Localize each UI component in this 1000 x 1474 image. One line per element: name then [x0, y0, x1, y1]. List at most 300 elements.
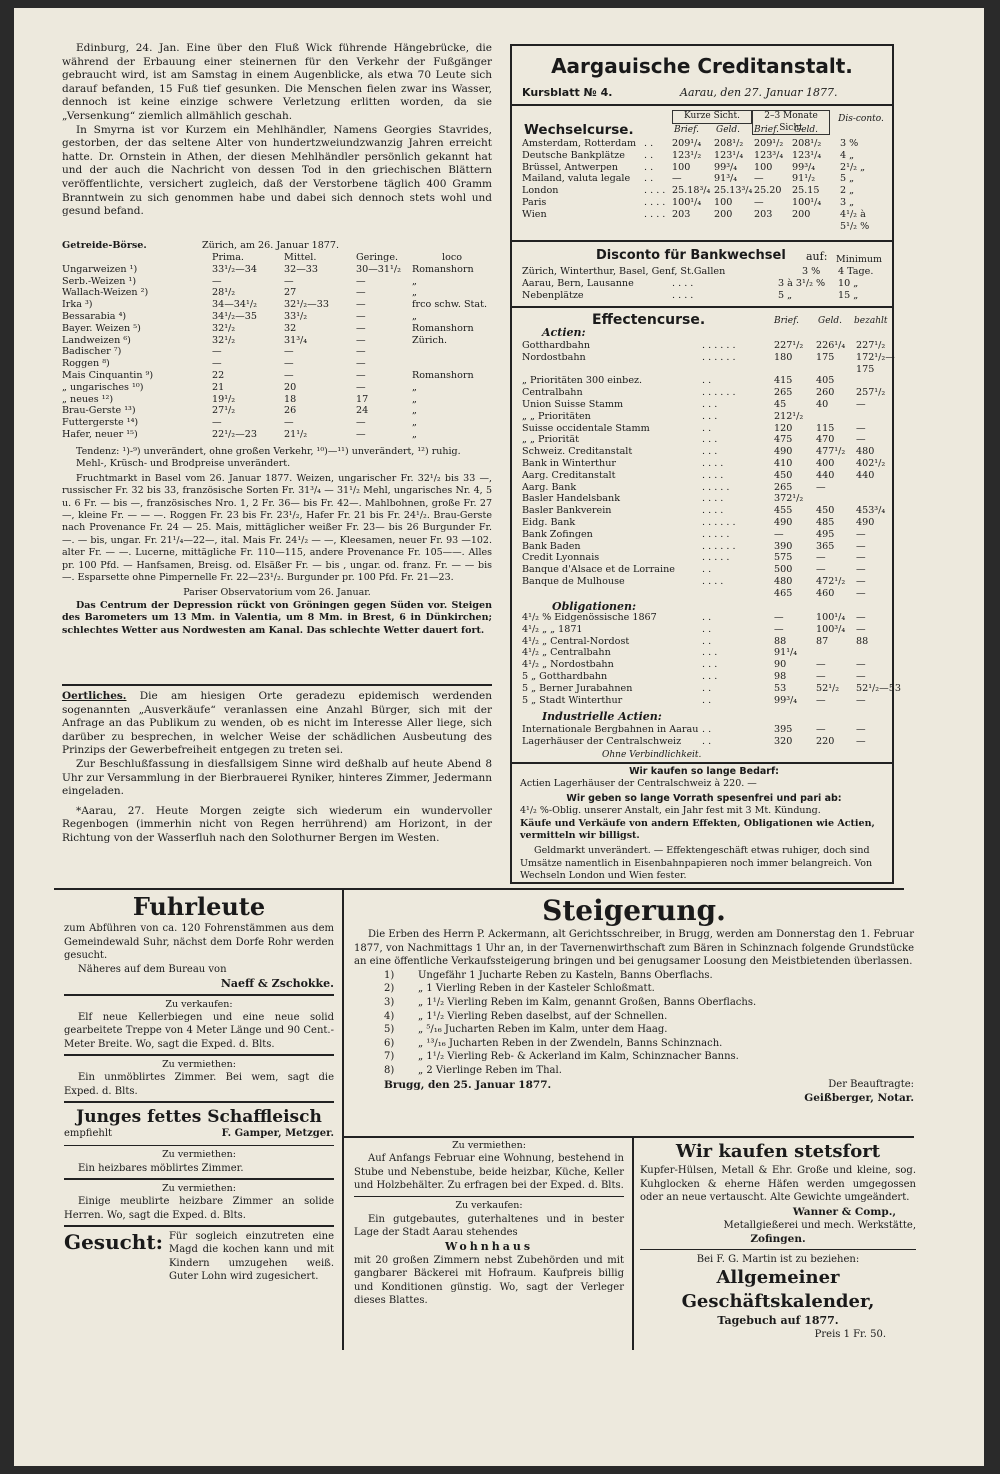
price-mittel: —: [284, 275, 294, 287]
price-bezahlt: 175: [856, 363, 875, 375]
boerse-col: Prima.: [212, 252, 244, 263]
vermiethen4-heading: Zu vermiethen:: [452, 1140, 526, 1151]
kurz-geld: 99³/₄: [714, 161, 738, 173]
steigerung-item: [384, 982, 914, 996]
boerse-row: [62, 287, 492, 299]
boerse-row: [62, 382, 492, 394]
kurze-sicht-header: Kurze Sicht.: [672, 110, 752, 124]
obligationen-heading: Obligationen:: [552, 600, 637, 613]
price-brief: 395: [774, 724, 793, 735]
leader-dots: . .: [702, 612, 712, 623]
security-name: Banque de Mulhouse: [522, 575, 625, 587]
price-bezahlt: —: [856, 623, 866, 635]
disconto-minimum: 10 „: [838, 277, 859, 289]
monat-geld: 99³/₄: [792, 161, 816, 173]
monat-brief: 123³/₄: [754, 149, 784, 161]
price-bezahlt: —: [856, 612, 866, 623]
boerse-col: Geringe.: [356, 252, 399, 263]
security-name: 4¹/₂ „ Central-Nordost: [522, 635, 630, 647]
price-prima: —: [212, 358, 222, 370]
steigerung-item: [384, 1064, 914, 1078]
security-name: 4¹/₂ „ Nordostbahn: [522, 659, 614, 671]
divider: [64, 1225, 334, 1227]
item-number: 5): [384, 1024, 395, 1036]
boerse-row: [62, 394, 492, 406]
price-geringe: —: [356, 334, 366, 346]
disconto-minimum: Minimum: [836, 254, 883, 265]
price-brief: 410: [774, 457, 793, 469]
price-geringe: —: [356, 369, 366, 381]
schaffleisch-text: empfiehlt: [64, 1127, 113, 1139]
price-geld: —: [816, 552, 826, 564]
wechsel-place: Paris: [522, 196, 547, 208]
security-name: Aarg. Creditanstalt: [522, 469, 616, 481]
security-name: Eidg. Bank: [522, 516, 576, 528]
disconto-title: Disconto für Bankwechsel: [596, 248, 786, 263]
fuhrleute-title: Fuhrleute: [132, 892, 266, 921]
item-text: Ungefähr 1 Jucharte Reben zu Kasteln, Banns Oberflachs.: [418, 969, 713, 981]
col-bezahlt: bezahlt: [854, 316, 888, 326]
price-bezahlt: —: [856, 540, 866, 552]
price-loco: Romanshorn: [412, 263, 474, 275]
left-column: [62, 42, 492, 219]
price-geld: 365: [816, 540, 835, 552]
price-prima: 19¹/₂: [212, 393, 236, 405]
kaufen-stetsfort-title: Wir kaufen stetsfort: [675, 1141, 881, 1162]
obligation-row: [522, 636, 892, 648]
col-geld: Geld.: [794, 125, 819, 135]
price-mittel: 18: [284, 393, 297, 405]
price-bezahlt: —: [856, 670, 866, 682]
vermiethen3-heading: Zu vermiethen:: [162, 1182, 236, 1194]
disconto-rate: 3 à 3¹/₂ %: [778, 277, 826, 289]
wanner-sign-3: Zofingen.: [750, 1232, 806, 1245]
boerse-row: [62, 429, 492, 441]
price-prima: 28¹/₂: [212, 287, 236, 299]
divider: [512, 306, 892, 308]
item-text: „ 1¹/₂ Vierling Reben im Kalm, genannt Großen, Banns Oberflachs.: [418, 996, 757, 1008]
security-name: 5 „ Gotthardbahn: [522, 670, 608, 682]
steigerung-item: [384, 996, 914, 1010]
price-mittel: 32¹/₂—33: [284, 299, 329, 311]
newspaper-page: [14, 8, 984, 1466]
price-geld: 100³/₄: [816, 623, 846, 635]
price-geringe: —: [356, 428, 366, 440]
steigerung-title: Steigerung.: [542, 894, 726, 927]
price-loco: „: [412, 287, 417, 299]
left-column-2: [62, 446, 492, 637]
monat-brief: 209¹/₂: [754, 138, 784, 149]
leader-dots: . . .: [702, 434, 718, 446]
price-brief: 450: [774, 469, 793, 481]
article-edinburg: Edinburg, 24. Jan. Eine über den Fluß Wick führende Hängebrücke, die während der Erbauung einer steinernen für den Verkehr der Fußgänger gebraucht wird, ist am Samstag in einem Augenblicke, als etwa 70 Leute sich darauf befanden, 15 Fuß tief gesunken. Die Menschen fielen zwar ins Wasser, dennoch ist keine einzige schwere Verletzung erlitten worden, da sie „Versenkung“ ziemlich allmählich geschah.: [62, 42, 492, 122]
security-name: Basler Bankverein: [522, 505, 612, 517]
kurz-geld: 208¹/₂: [714, 138, 744, 149]
leader-dots: . .: [644, 161, 654, 173]
wechsel-place: Amsterdam, Rotterdam: [522, 138, 637, 149]
wechsel-place: Deutsche Bankplätze: [522, 149, 625, 161]
leader-dots: . . . . .: [702, 552, 730, 564]
price-brief: 53: [774, 682, 787, 694]
price-geld: —: [816, 481, 826, 493]
divider: [512, 240, 892, 242]
price-brief: —: [774, 528, 784, 540]
col-brief: Brief.: [754, 125, 779, 135]
industrie-row: [522, 724, 892, 736]
divider: [354, 1196, 624, 1198]
price-mittel: 26: [284, 405, 297, 417]
price-geld: 495: [816, 528, 835, 540]
price-geringe: —: [356, 346, 366, 358]
price-bezahlt: —: [856, 575, 866, 587]
leader-dots: . . . . . .: [702, 351, 736, 363]
obligation-row: [522, 624, 892, 636]
price-brief: 227¹/₂: [774, 340, 804, 351]
price-loco: „: [412, 275, 417, 287]
kurz-geld: 25.13³/₄: [714, 185, 753, 197]
item-number: 6): [384, 1037, 395, 1049]
leader-dots: . . . . . .: [702, 387, 736, 399]
price-mittel: 32—33: [284, 263, 319, 275]
ohne-verbindlichkeit: Ohne Verbindlichkeit.: [602, 750, 702, 760]
kurz-brief: 203: [672, 208, 691, 220]
divider: [64, 1101, 334, 1103]
disconto-rate: 4¹/₂ à: [840, 208, 866, 220]
effecten-row: [522, 470, 892, 482]
price-geld: 226¹/₄: [816, 340, 846, 351]
item-text: „ ¹³/₁₆ Jucharten Reben in der Zwendeln, Banns Schinznach.: [418, 1037, 723, 1049]
price-brief: 212¹/₂: [774, 410, 804, 422]
leader-dots: . .: [644, 173, 654, 185]
price-prima: 22¹/₂—23: [212, 428, 257, 440]
price-loco: „: [412, 417, 417, 429]
price-bezahlt: —: [856, 735, 866, 747]
price-brief: 465: [774, 587, 793, 599]
leader-dots: . . . .: [702, 493, 724, 505]
effectencurse-title: Effectencurse.: [592, 312, 706, 328]
disconto-rate: 5 „: [840, 173, 855, 185]
price-brief: 480: [774, 575, 793, 587]
security-name: Gotthardbahn: [522, 340, 590, 351]
divider: [512, 104, 892, 106]
wohnhaus-title: Wohnhaus: [444, 1239, 534, 1253]
kursblatt-date: Aarau, den 27. Januar 1877.: [680, 86, 838, 99]
monat-geld: 91¹/₂: [792, 173, 816, 185]
price-brief: 180: [774, 351, 793, 363]
price-geld: 400: [816, 457, 835, 469]
beschluss-text: Zur Beschlußfassung in diesfallsigem Sinne wird deßhalb auf heute Abend 8 Uhr zur Versammlung in der Bierbrauerei Ryniker, hinteres Zimmer, Jedermann eingeladen.: [62, 757, 492, 798]
price-loco: „: [412, 428, 417, 440]
price-bezahlt: 480: [856, 446, 875, 458]
offer-section: [520, 766, 888, 883]
effecten-row: [522, 458, 892, 470]
price-prima: 32¹/₂: [212, 322, 236, 334]
boerse-row: [62, 405, 492, 417]
monat-geld: 25.15: [792, 185, 820, 197]
observatorium-heading: Pariser Observatorium vom 26. Januar.: [183, 587, 371, 599]
obligation-row: [522, 682, 901, 695]
vermiethen-heading: Zu vermiethen:: [162, 1058, 236, 1070]
geben-heading: Wir geben so lange Vorrath spesenfrei und pari ab:: [566, 792, 842, 804]
price-bezahlt: —: [856, 724, 866, 735]
effectencurse-section: [512, 310, 901, 800]
obligation-row: [522, 612, 892, 624]
price-brief: 90: [774, 659, 787, 671]
price-brief: 88: [774, 635, 787, 647]
leader-dots: . . . .: [702, 469, 724, 481]
industrielle-table: [522, 724, 892, 748]
effecten-row: [522, 387, 892, 399]
tendenz: Tendenz: ¹)-⁹) unverändert, ohne großen Verkehr, ¹⁰)—¹¹) unverändert, ¹²) ruhig.: [76, 446, 461, 457]
disconto-auf: auf:: [806, 250, 828, 263]
grain-name: Wallach-Weizen ²): [62, 287, 149, 299]
price-geringe: 24: [356, 405, 369, 417]
item-text: „ 1¹/₂ Vierling Reb- & Ackerland im Kalm, Schinznacher Banns.: [418, 1051, 739, 1063]
price-brief: —: [774, 623, 784, 635]
leader-dots: . . .: [702, 446, 718, 458]
price-geld: 115: [816, 422, 835, 434]
price-geld: —: [816, 564, 826, 576]
security-name: Lagerhäuser der Centralschweiz: [522, 735, 682, 747]
price-brief: 475: [774, 434, 793, 446]
price-geringe: —: [356, 299, 366, 311]
vermiethen3-text: Einige meublirte heizbare Zimmer an solide Herren. Wo, sagt die Exped. d. Blts.: [64, 1196, 334, 1221]
price-bezahlt: 172¹/₂—: [856, 351, 895, 363]
wechsel-row: [522, 150, 892, 162]
steigerung-item: [384, 969, 914, 983]
article-smyrna: In Smyrna ist vor Kurzem ein Mehlhändler, Namens Georgies Stavrides, gestorben, der das seltene Alter von hundertzweiundzwanzig Jahren erreicht hatte. Dr. Ornstein in Athen, der diesen Mehlhändler persönlich gekannt hat und der auch die Nachricht von dessen Tod in den griechischen Blättern veröffentlichte, versichert zugleich, daß der Verstorbene täglich 400 Gramm Branntwein zu sich genommen habe und dabei sich dennoch stets wohl und gesund befand.: [62, 123, 492, 218]
price-geld: 472¹/₂: [816, 575, 846, 587]
price-brief: 98: [774, 670, 787, 682]
disconto-place: Zürich, Winterthur, Basel, Genf, St.Gallen: [522, 266, 726, 277]
obligation-row: [522, 647, 892, 659]
security-name: 4¹/₂ „ Centralbahn: [522, 647, 611, 659]
steigerung-text: Die Erben des Herrn P. Ackermann, alt Gerichtsschreiber, in Brugg, werden am Donnerstag den 1. Februar 1877, von Nachmittags 1 Uhr an, in der Tavernenwirthschaft zum Bären in Schinznach folgende Grundstücke an eine öffentliche Verkaufssteigerung bringen und bei genugsamer Loosung den Meistbietenden überlassen.: [354, 929, 914, 968]
price-mittel: —: [284, 369, 294, 381]
item-number: 4): [384, 1010, 395, 1022]
col-geld: Geld.: [716, 125, 741, 135]
security-name: Internationale Bergbahnen in Aarau: [522, 724, 699, 735]
ads-left-column: [64, 892, 334, 1284]
price-geringe: —: [356, 275, 366, 287]
item-number: 7): [384, 1051, 395, 1063]
security-name: Bank Zofingen: [522, 528, 593, 540]
price-geld: 450: [816, 505, 835, 517]
boerse-row: [62, 358, 492, 370]
effecten-row: [522, 564, 892, 576]
disconto-rate: 4 „: [840, 149, 855, 161]
kurz-geld: 100: [714, 196, 733, 208]
leader-dots: . . . .: [702, 505, 724, 517]
grain-name: „ ungarisches ¹⁰): [62, 381, 144, 393]
effecten-row: [522, 411, 892, 423]
security-name: Banque d'Alsace et de Lorraine: [522, 564, 675, 576]
tagebuch-text: Tagebuch auf 1877.: [717, 1314, 839, 1327]
price-prima: 27¹/₂: [212, 405, 236, 417]
disconto-place: Nebenplätze: [522, 289, 584, 301]
martin-text: Bei F. G. Martin ist zu beziehen:: [696, 1254, 860, 1265]
leader-dots: . . .: [702, 410, 718, 422]
monat-brief: —: [754, 196, 764, 208]
effecten-row: [522, 576, 892, 588]
price-geringe: 17: [356, 393, 369, 405]
kurz-brief: —: [672, 173, 682, 185]
boerse-place: Zürich, am 26. Januar 1877.: [202, 240, 340, 251]
monat-brief: 100: [754, 161, 773, 173]
security-name: „ Prioritäten 300 einbez.: [522, 375, 643, 387]
price-mittel: —: [284, 346, 294, 358]
disconto-rate: 5 „: [778, 289, 793, 301]
steigerung-item: [384, 1023, 914, 1037]
obligation-row: [522, 695, 892, 707]
price-geringe: 30—31¹/₂: [356, 263, 401, 275]
price-brief: 320: [774, 735, 793, 747]
wechsel-row: [522, 221, 892, 233]
grain-name: Brau-Gerste ¹³): [62, 405, 136, 417]
leader-dots: . .: [702, 623, 712, 635]
grain-name: Irka ³): [62, 299, 93, 311]
leader-dots: . . . . . .: [702, 516, 736, 528]
col-disconto: Dis-conto.: [838, 114, 884, 124]
leader-dots: . .: [644, 149, 654, 161]
price-mittel: 20: [284, 381, 297, 393]
kurz-brief: 25.18³/₄: [672, 185, 711, 197]
price-bezahlt: —: [856, 659, 866, 671]
item-number: 8): [384, 1064, 395, 1076]
boerse-row: [62, 370, 492, 382]
steigerung-item: [384, 1010, 914, 1024]
price-mittel: 27: [284, 287, 297, 299]
security-name: Bank Baden: [522, 540, 581, 552]
wechselcurse-section: [512, 108, 892, 240]
effecten-row: [522, 505, 892, 517]
price-prima: 33¹/₂—34: [212, 263, 257, 275]
steigerung-item: [384, 1037, 914, 1051]
oertliches-text: Die am hiesigen Orte geradezu epidemisch werdenden sogenannten „Ausverkäufe“ veranlassen eine Anzahl Bürger, sich mit der Anfrage an das Publikum zu wenden, ob es nicht im Interesse Aller liege, sich darüber zu besprechen, in welcher Weise der schädlichen Ausbeutung des Prinzips der Gewerbefreiheit entgegen zu treten sei.: [62, 690, 492, 757]
steigerung-sign-2: Geißberger, Notar.: [804, 1091, 914, 1104]
divider: [64, 994, 334, 996]
disconto-rate: 2¹/₂ „: [840, 161, 866, 173]
wechsel-row: [522, 185, 892, 197]
price-prima: 21: [212, 381, 225, 393]
boerse-row: [62, 417, 492, 429]
grain-name: Bayer. Weizen ⁵): [62, 322, 141, 334]
leader-dots: . . . .: [702, 575, 724, 587]
price-loco: „: [412, 310, 417, 322]
ads-middle-column: [354, 1140, 624, 1308]
price-loco: Zürich.: [412, 334, 448, 346]
divider: [640, 1249, 916, 1251]
security-name: 5 „ Stadt Winterthur: [522, 694, 623, 706]
price-bezahlt: —: [856, 434, 866, 446]
boerse-row: [62, 323, 492, 335]
price-geld: 405: [816, 375, 835, 387]
effecten-row: [522, 446, 892, 458]
kaufen-text: Actien Lagerhäuser der Centralschweiz à 220. —: [520, 778, 757, 790]
price-mittel: 31³/₄: [284, 334, 308, 346]
leader-dots: . .: [644, 138, 654, 149]
leader-dots: . .: [702, 724, 712, 735]
boerse-row: [62, 346, 492, 358]
price-bezahlt: —: [856, 694, 866, 706]
divider: [342, 890, 344, 1350]
leader-dots: . .: [702, 735, 712, 747]
kursblatt-number: Kursblatt № 4.: [522, 86, 613, 99]
price-brief: —: [774, 612, 784, 623]
disconto-minimum: 15 „: [838, 289, 859, 301]
price-brief: 390: [774, 540, 793, 552]
fuhrleute-text-2: Näheres auf dem Bureau von: [78, 963, 227, 975]
price-bezahlt: 52¹/₂—53: [856, 682, 901, 694]
creditanstalt-title: Aargauische Creditanstalt.: [551, 54, 853, 78]
disconto-section: [512, 244, 892, 306]
grain-name: Bessarabia ⁴): [62, 310, 127, 322]
oertliches-heading: Oertliches.: [62, 690, 127, 702]
col-geld: Geld.: [818, 316, 843, 326]
disconto-rate: 3 %: [802, 266, 821, 277]
kaufen-heading: Wir kaufen so lange Bedarf:: [629, 766, 779, 777]
leader-dots: . .: [702, 635, 712, 647]
price-prima: 32¹/₂: [212, 334, 236, 346]
leader-dots: . .: [702, 682, 712, 694]
price-bezahlt: 88: [856, 635, 869, 647]
wanner-sign-2: Metallgießerei und mech. Werkstätte,: [723, 1219, 916, 1231]
price-geld: —: [816, 724, 826, 735]
price-bezahlt: 227¹/₂: [856, 340, 886, 351]
divider: [512, 762, 892, 764]
grain-name: Serb.-Weizen ¹): [62, 275, 137, 287]
kurz-brief: 123¹/₂: [672, 149, 702, 161]
effecten-row: [522, 375, 892, 387]
price-loco: „: [412, 393, 417, 405]
vermiethen4-text: Auf Anfangs Februar eine Wohnung, bestehend in Stube und Nebenstube, beide heizbar, Küche, Keller und Holzbehälter. Zu erfragen bei der Exped. d. Blts.: [354, 1153, 624, 1192]
divider: [64, 1054, 334, 1056]
leader-dots: . . . . . .: [702, 540, 736, 552]
price-brief: 575: [774, 552, 793, 564]
wechselcurse-title: Wechselcurse.: [524, 122, 634, 138]
boerse-row: [62, 299, 492, 311]
ads-right-column: [640, 1140, 916, 1341]
price-loco: „: [412, 381, 417, 393]
item-text: „ 1¹/₂ Vierling Reben daselbst, auf der Schnellen.: [418, 1010, 668, 1022]
aarau-text: *Aarau, 27. Heute Morgen zeigte sich wiederum ein wundervoller Regenbogen (immerhin nicht von Regen herrührend) am Horizont, in der Richtung von der Wasserfluh nach den Solothurner Bergen im Westen.: [62, 804, 492, 844]
verkaufen-heading: Zu verkaufen:: [165, 998, 233, 1010]
security-name: Bank in Winterthur: [522, 457, 616, 469]
security-name: 4¹/₂ % Eidgenössische 1867: [522, 612, 657, 623]
geben-text-2: Käufe und Verkäufe von andern Effekten, Obligationen wie Actien, vermitteln wir billigst.: [520, 817, 875, 842]
effecten-row: [522, 364, 892, 376]
boerse-row: [62, 276, 492, 288]
leader-dots: . . . .: [672, 277, 694, 289]
disconto-rate: 3 „: [840, 196, 855, 208]
price-mittel: —: [284, 358, 294, 370]
price-mittel: 21¹/₂: [284, 428, 308, 440]
item-number: 3): [384, 996, 395, 1008]
price-bezahlt: 257¹/₂: [856, 387, 886, 399]
boerse-row: [62, 311, 492, 323]
price-geld: 485: [816, 516, 835, 528]
col-brief: Brief.: [674, 125, 699, 135]
leader-dots: . . . .: [702, 457, 724, 469]
item-text: „ ⁵/₁₆ Jucharten Reben im Kalm, unter dem Haag.: [418, 1024, 668, 1036]
item-text: „ 1 Vierling Reben in der Kasteler Schloßmatt.: [418, 983, 655, 995]
leader-dots: . . . .: [644, 208, 666, 220]
effecten-row: [522, 399, 892, 411]
gesucht-text: Für sogleich einzutreten eine Magd die kochen kann und mit Kindern umzugehen weiß. Guter Lohn wird zugesichert.: [168, 1230, 334, 1283]
wechsel-place: Wien: [522, 208, 547, 220]
wechsel-place: London: [522, 185, 559, 197]
price-loco: frco schw. Stat.: [412, 299, 488, 311]
